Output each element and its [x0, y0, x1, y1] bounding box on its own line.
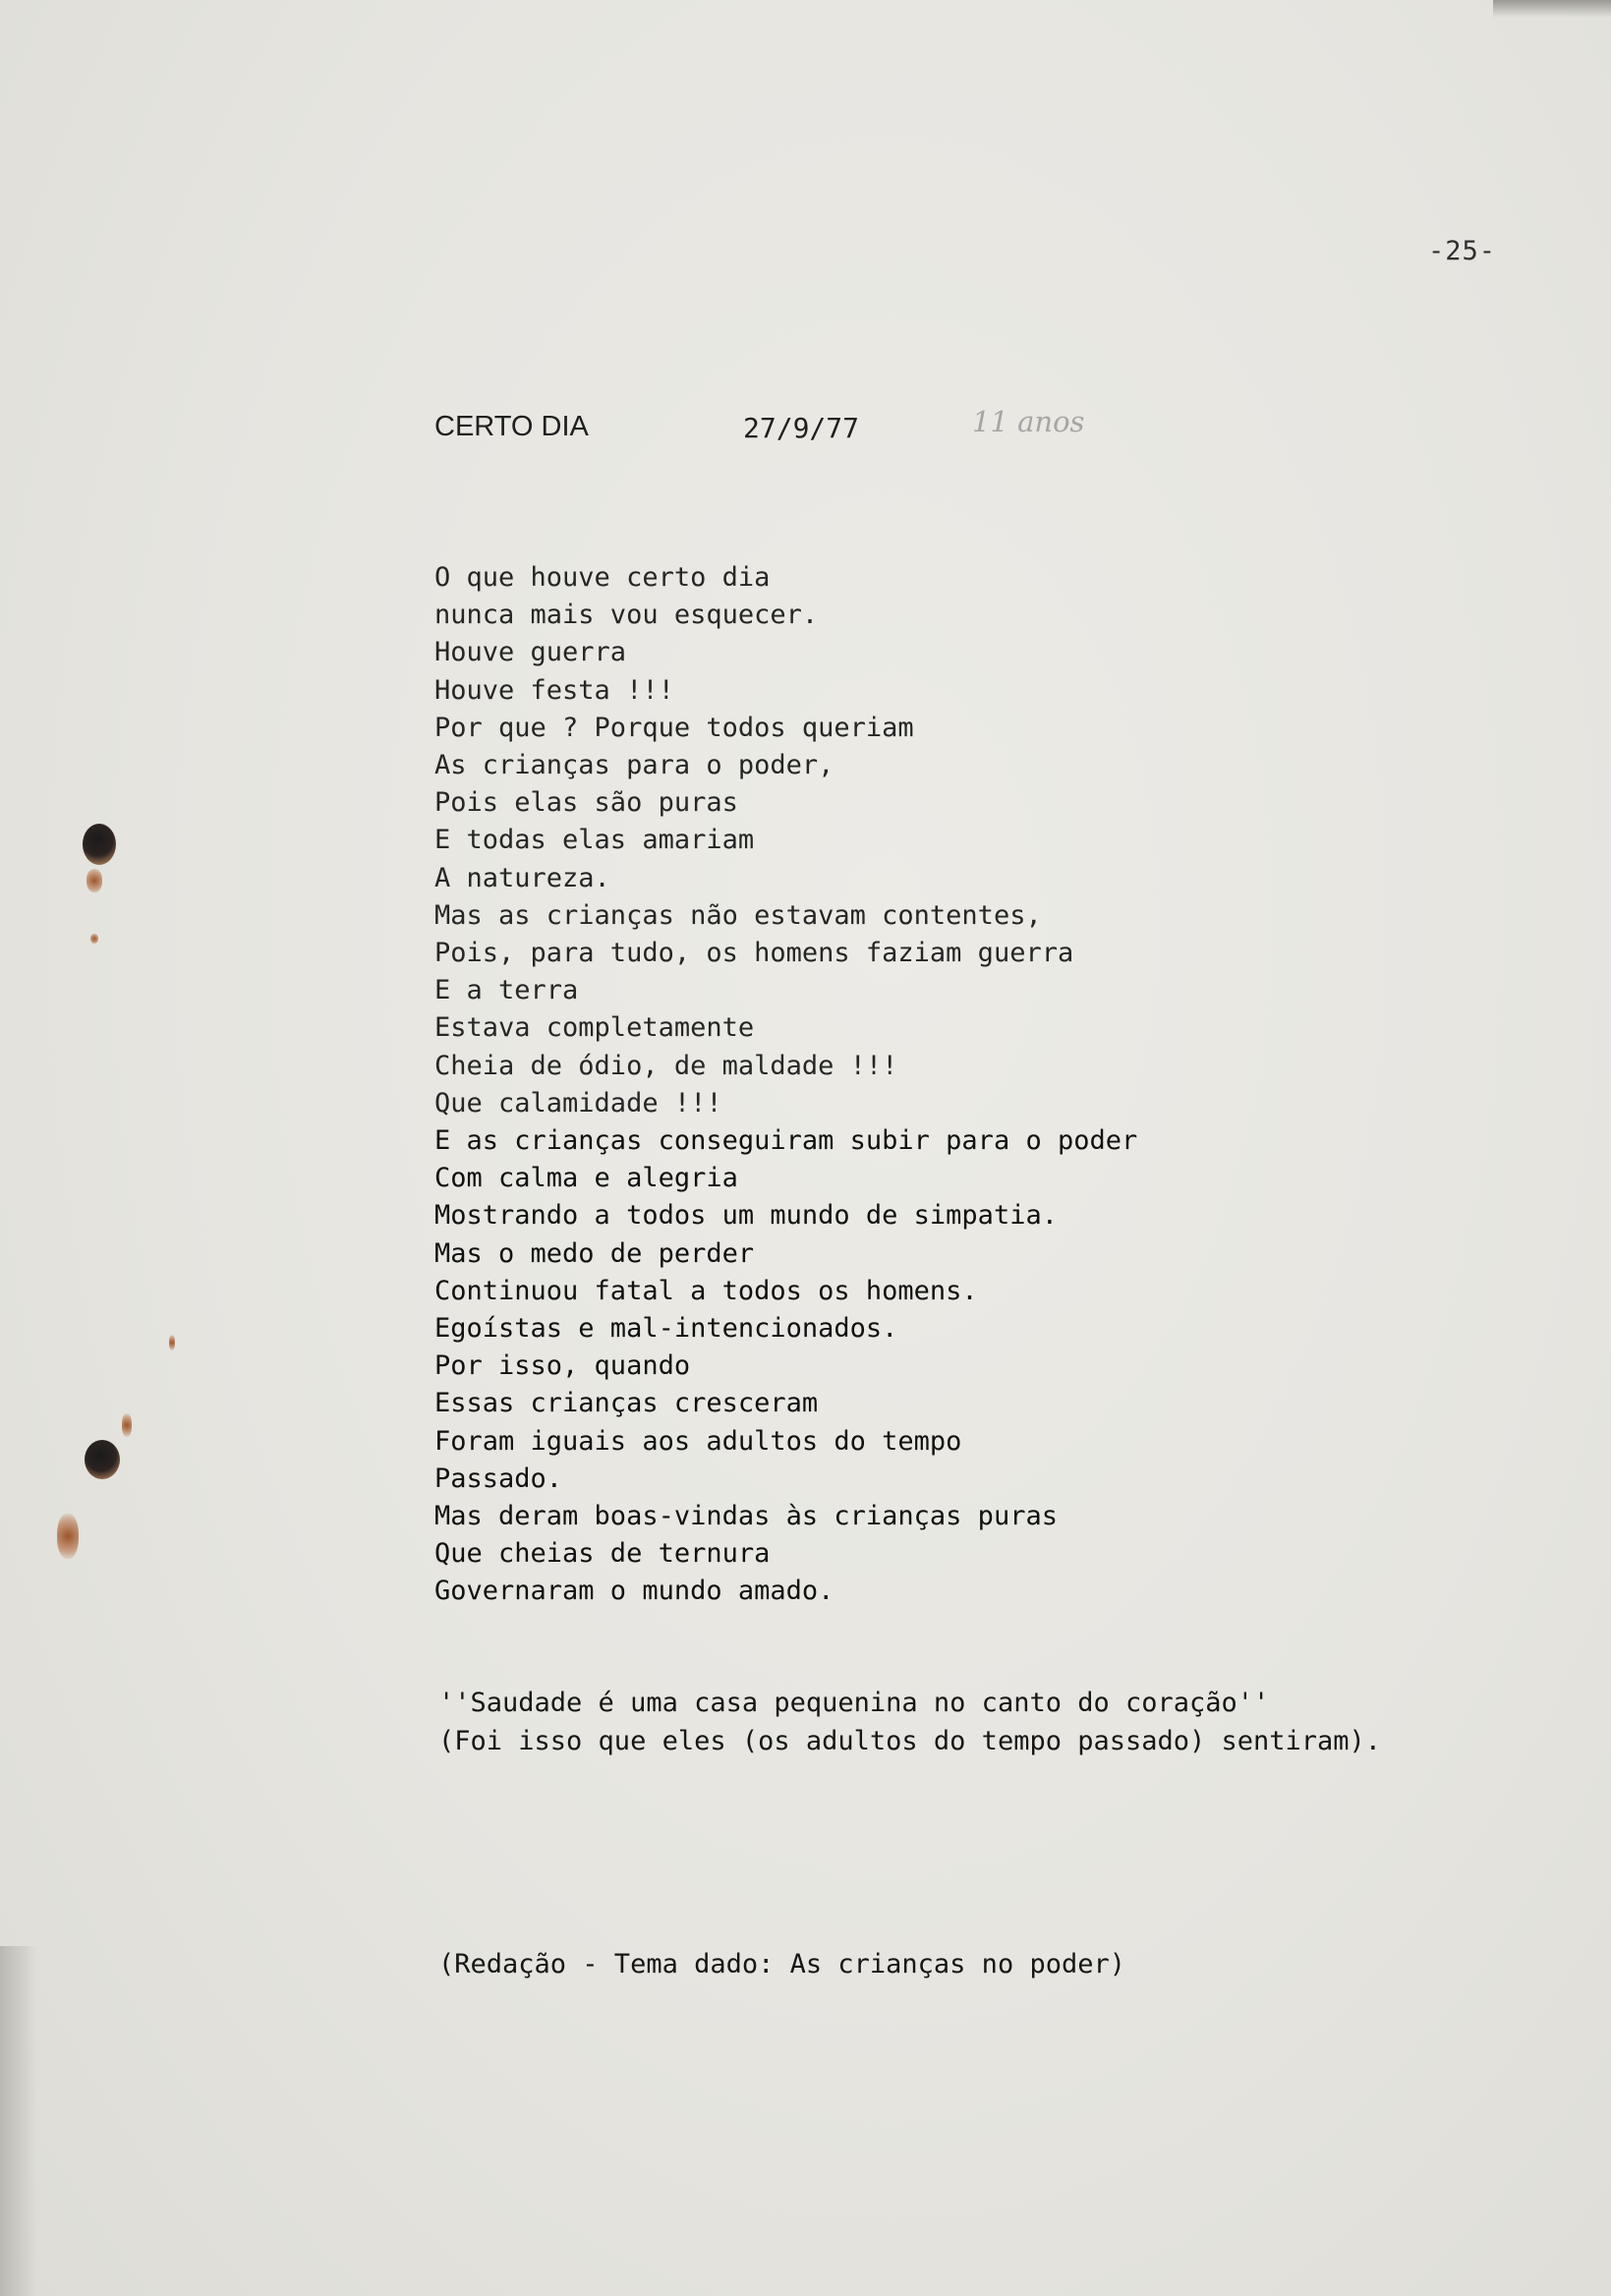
poem-line: Cheia de ódio, de maldade !!!: [434, 1050, 898, 1081]
handwritten-note: 11 anos: [972, 405, 1085, 438]
poem-line: Estava completamente: [434, 1012, 755, 1044]
poem-body: [434, 559, 1137, 1611]
poem-title: CERTO DIA: [434, 411, 589, 442]
poem-line: A natureza.: [434, 862, 610, 893]
poem-line: Foram iguais aos adultos do tempo: [434, 1425, 962, 1457]
poem-line: Houve guerra: [434, 637, 627, 668]
poem-line: Passado.: [434, 1463, 563, 1494]
poem-line: O que houve certo dia: [434, 562, 771, 593]
poem-line: Houve festa !!!: [434, 674, 674, 706]
quote-block: [438, 1684, 1381, 1760]
quote-line: (Foi isso que eles (os adultos do tempo passado) sentiram).: [438, 1726, 1382, 1756]
page-number: -25-: [1428, 236, 1497, 266]
rust-stain: [86, 869, 102, 892]
poem-line: Que calamidade !!!: [434, 1087, 722, 1119]
footer-note: (Redação - Tema dado: As crianças no poder): [438, 1949, 1125, 1980]
poem-line: Essas crianças cresceram: [434, 1388, 819, 1419]
ink-stain: [85, 1440, 120, 1479]
page-edge-shadow-top: [1493, 0, 1611, 18]
poem-line: Mas as crianças não estavam contentes,: [434, 899, 1042, 931]
rust-stain: [57, 1514, 79, 1559]
poem-line: Com calma e alegria: [434, 1163, 738, 1194]
poem-line: Por que ? Porque todos queriam: [434, 712, 914, 743]
poem-line: Mas o medo de perder: [434, 1237, 755, 1269]
poem-date: 27/9/77: [743, 412, 860, 444]
rust-stain: [169, 1335, 175, 1350]
ink-stain: [83, 824, 116, 865]
poem-line: Mostrando a todos um mundo de simpatia.: [434, 1200, 1058, 1232]
quote-line: ''Saudade é uma casa pequenina no canto do coração'': [438, 1688, 1270, 1718]
rust-stain: [90, 934, 98, 944]
poem-line: Egoístas e mal-intencionados.: [434, 1313, 898, 1345]
poem-line: E todas elas amariam: [434, 825, 755, 856]
poem-line: As crianças para o poder,: [434, 750, 834, 781]
poem-line: E as crianças conseguiram subir para o poder: [434, 1125, 1138, 1157]
poem-line: nunca mais vou esquecer.: [434, 600, 819, 631]
poem-line: Mas deram boas-vindas às crianças puras: [434, 1501, 1058, 1532]
rust-stain: [122, 1413, 132, 1437]
page-edge-shadow: [0, 1946, 37, 2296]
poem-line: Continuou fatal a todos os homens.: [434, 1275, 978, 1306]
poem-line: Por isso, quando: [434, 1350, 691, 1382]
poem-line: Que cheias de ternura: [434, 1538, 771, 1570]
poem-line: E a terra: [434, 975, 579, 1006]
poem-line: Pois, para tudo, os homens faziam guerra: [434, 938, 1074, 969]
poem-line: Pois elas são puras: [434, 787, 738, 819]
poem-line: Governaram o mundo amado.: [434, 1576, 834, 1607]
poem-header: [434, 405, 1085, 444]
